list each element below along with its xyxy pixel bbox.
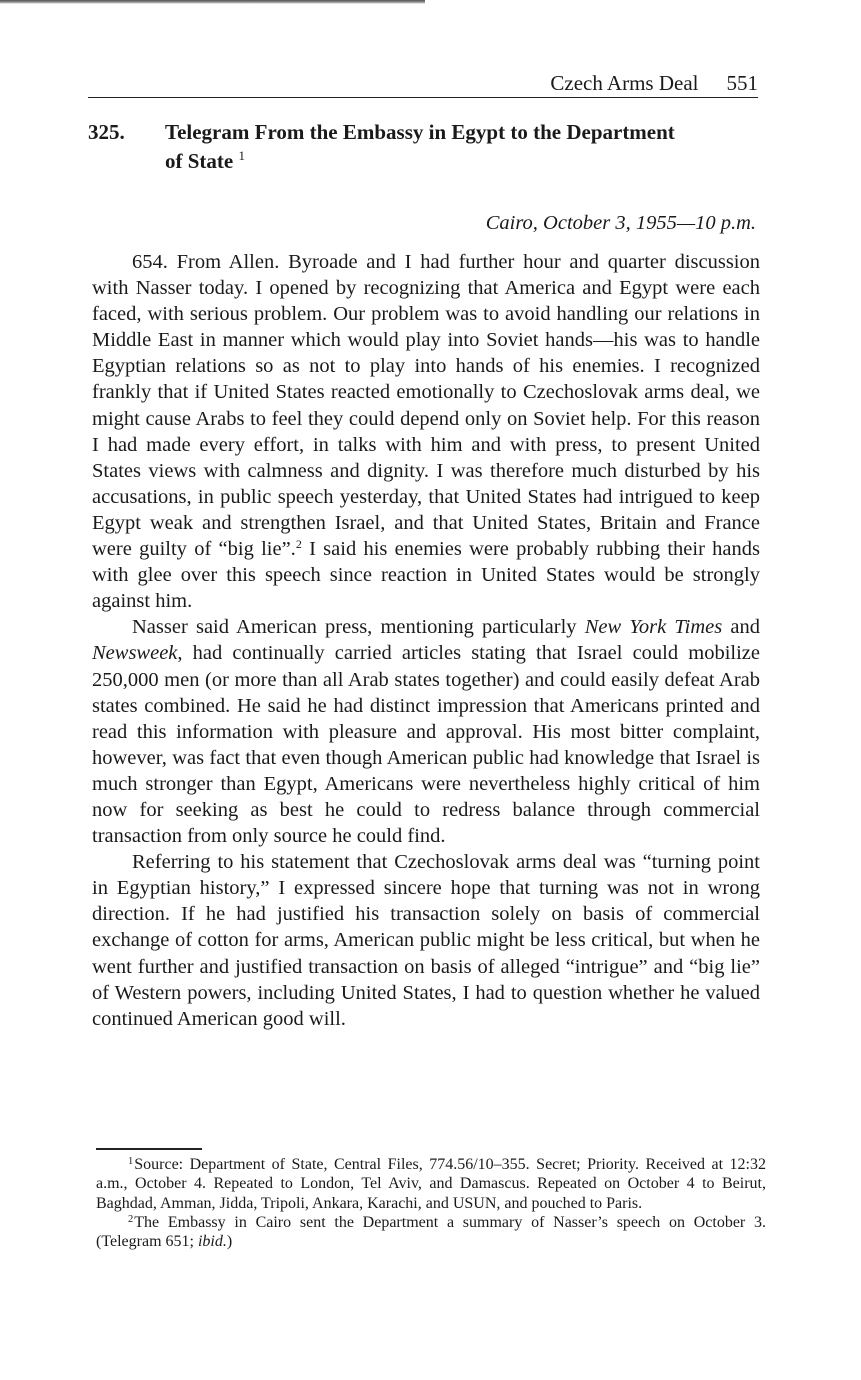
footnote-ref-2: 2	[295, 537, 302, 552]
footnote-rule	[96, 1148, 202, 1150]
footnote-2-ref: 2	[128, 1213, 134, 1225]
paragraph-3: Referring to his statement that Czechoslovak arms deal was “turning point in Egyptian history,” I expressed sincere hope that turning was not in wrong direction. If he had justified his transaction solely on basis of commercial exchange of cotton for arms, American public might be less critical, but when he went further and justified transaction on basis of alleged “intrigue” and “big lie” of Western powers, including United States, I had to question whether he valued continued American good will.	[92, 851, 760, 1030]
dateline: Cairo, October 3, 1955—10 p.m.	[485, 212, 756, 234]
document-heading	[88, 118, 758, 176]
footnote-1-text: Source: Department of State, Central Files, 774.56/10–355. Secret; Priority. Received at 12:32 a.m., October 4. Repeated to London, Tel Aviv, and Damascus. Repeated on October 4 to Beirut, Baghdad, Amman, Jidda, Tripoli, Ankara, Karachi, and USUN, and pouched to Paris.	[96, 1156, 766, 1212]
running-title: Czech Arms Deal	[550, 71, 699, 95]
paragraph-2-text-a: Nasser said American press, mentioning particularly	[132, 616, 585, 639]
footnote-1	[96, 1155, 766, 1213]
footnote-2-text: The Embassy in Cairo sent the Department a summary of Nasser’s speech on October 3. (Telegram 651;	[96, 1213, 766, 1251]
telegram-body	[92, 249, 760, 1032]
publication-nyt: New York Times	[584, 616, 723, 639]
footnote-2-close: )	[226, 1233, 233, 1251]
publication-newsweek: Newsweek	[92, 642, 178, 665]
paragraph-2-text-b: and	[722, 616, 760, 639]
title-line-1: Telegram From the Embassy in Egypt to the Department	[165, 120, 675, 144]
paragraph-2	[92, 614, 760, 849]
paragraph-1	[92, 249, 760, 614]
page-number: 551	[726, 71, 758, 95]
title-line-2: of State	[165, 149, 234, 173]
paragraph-2-text-c: , had continually carried articles stating that Israel could mobilize 250,000 men (or more than all Arab states together) and could easily defeat Arab states combined. He said he had distinct impression that Americans printed and read this information with pleasure and approval. His most bitter complaint, however, was fact that even though American public had knowledge that Israel is much stronger than Egypt, Americans were nevertheless highly critical of him now for seeking as best he could to redress balance through commercial transaction from only source he could find.	[92, 642, 760, 848]
running-header	[88, 70, 758, 98]
document-title	[165, 118, 755, 176]
document-number: 325.	[88, 120, 125, 144]
paragraph-1-text: 654. From Allen. Byroade and I had further hour and quarter discussion with Nasser today. I opened by recognizing that America and Egypt were each faced, with serious problem. Our problem was to avoid handling our relations in Middle East in manner which would play into Soviet hands—his was to handle Egyptian relations so as not to play into hands of his enemies. I recognized frankly that if United States reacted emotionally to Czechoslovak arms deal, we might cause Arabs to feel they could depend only on Soviet help. For this reason I had made every effort, in talks with him and with press, to present United States views with calmness and dignity. I was therefore much disturbed by his accusations, in public speech yesterday, that United States had intrigued to keep Egypt weak and strengthen Israel, and that United States, Britain and France were guilty of “big lie”.	[92, 251, 760, 561]
paragraph-1-text-cont: I said his enemies were probably rubbing their hands with glee over this speech since reaction in United States would be strongly against him.	[92, 538, 760, 613]
footnote-2-ibid: ibid.	[197, 1233, 227, 1251]
scan-edge-line	[0, 0, 425, 4]
footnote-1-ref: 1	[128, 1156, 134, 1167]
footnote-2	[96, 1213, 766, 1252]
title-footnote-ref: 1	[238, 148, 245, 163]
footnotes	[96, 1155, 766, 1251]
